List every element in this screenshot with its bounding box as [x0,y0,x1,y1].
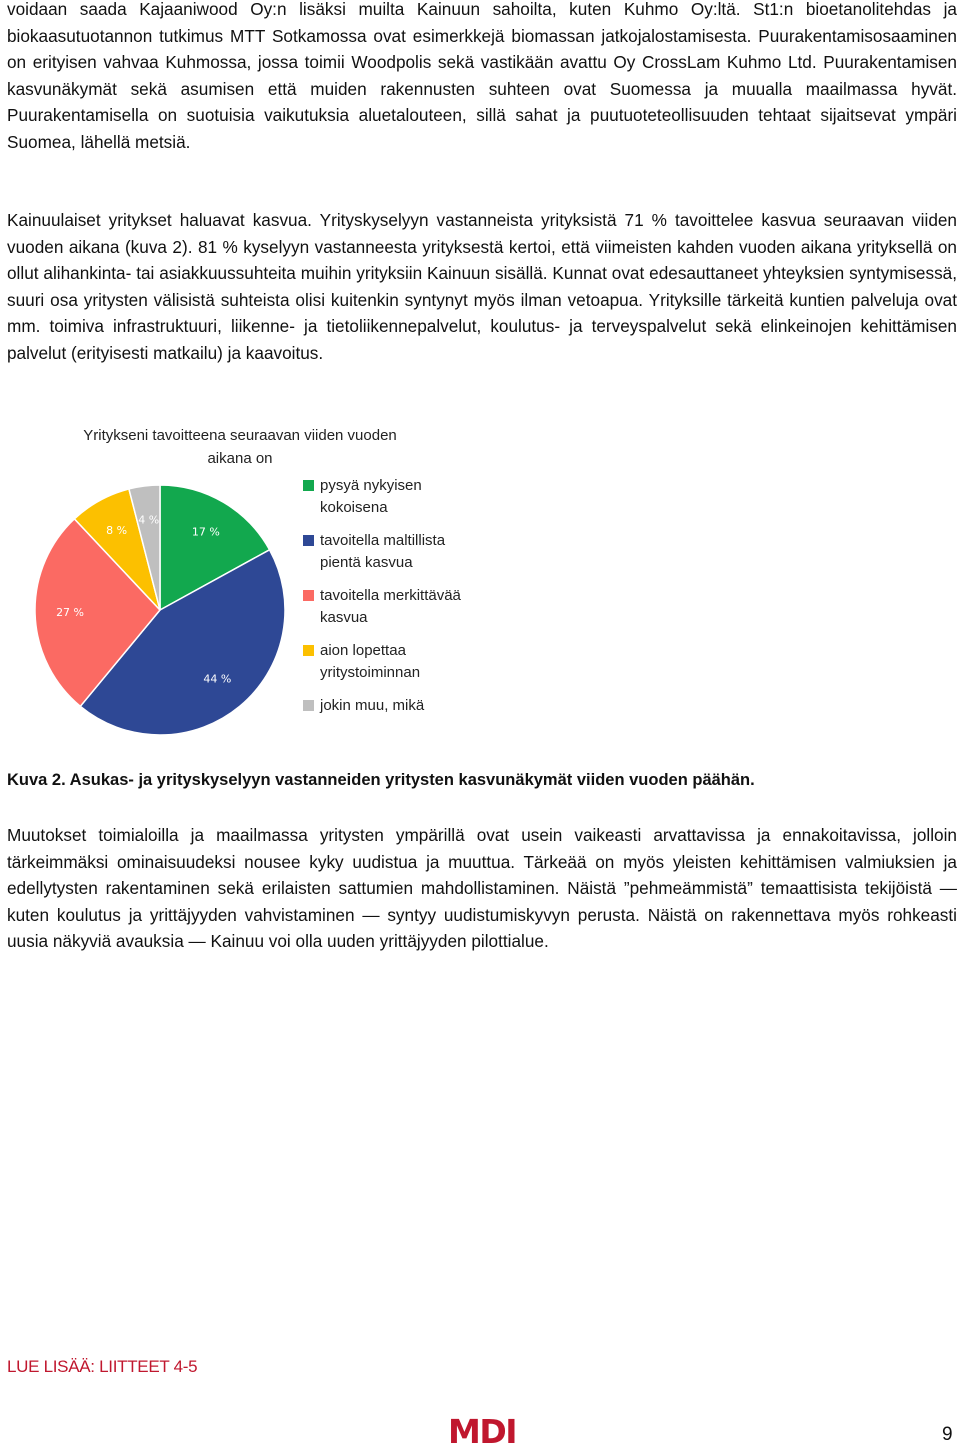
read-more-link[interactable]: LUE LISÄÄ: LIITTEET 4-5 [7,1357,198,1376]
pie-slice-label: 17 % [191,525,220,539]
body-paragraph: voidaan saada Kajaaniwood Oy:n lisäksi muilta Kainuun sahoilta, kuten Kuhmo Oy:ltä. St1:n bioetanolitehdas ja biokaasutuotannon tutkimus MTT Sotkamossa ovat esimerkkejä biomassan jatkojalostamisesta. Puurakentamisosaaminen on erityisen vahvaa Kuhmossa, jossa toimii Woodpolis sekä vastikään avattu Oy CrossLam Kuhmo Ltd. Puurakentamisen kasvunäkymät sekä asumisen että muiden rakennusten suhteen ovat Suomessa ja muualla maailmassa hyvät. Puurakentamisella on suotuisia vaikutuksia aluetalouteen, sillä sahat ja puutuoteteollisuuden tehtaat sijaitsevat ympäri Suomea, lähellä metsiä. [7,0,957,152]
legend-label: tavoitella maltillista pientä kasvua [320,532,446,571]
chart-legend [303,475,503,728]
legend-label: jokin muu, mikä [320,697,425,714]
legend-label: pysyä nykyisen kokoisena [320,477,422,516]
legend-item [303,695,503,717]
figure-caption: Kuva 2. Asukas- ja yrityskyselyyn vastanneiden yritysten kasvunäkymät viiden vuoden päähän. [7,771,755,789]
chart-title [40,424,440,470]
pie-slice-label: 44 % [203,672,232,686]
pie-slice-label: 27 % [56,605,85,619]
legend-swatch [303,535,314,546]
legend-item [303,475,503,519]
mdi-logo: MDI [448,1412,517,1451]
legend-swatch [303,700,314,711]
pie-chart [30,480,290,740]
chart-title-line-1: Yritykseni tavoitteena seuraavan viiden vuoden [83,427,397,444]
legend-swatch [303,480,314,491]
legend-item [303,530,503,574]
page-number: 9 [942,1424,953,1445]
legend-swatch [303,645,314,656]
legend-item [303,585,503,629]
legend-label: aion lopettaa yritystoiminnan [320,642,421,681]
body-paragraph: Kainuulaiset yritykset haluavat kasvua. Yrityskyselyyn vastanneista yrityksistä 71 % tavoittelee kasvua seuraavan viiden vuoden aikana (kuva 2). 81 % kyselyyn vastanneesta yrityksestä kertoi, että viimeisten kahden vuoden aikana yrityksellä on ollut alihankinta- tai asiakkuussuhteita muihin yrityksiin Kainuun sisällä. Kunnat ovat edesauttaneet yhteyksien syntymisessä, suuri osa yritysten välisistä suhteista olisi kuitenkin syntynyt myös ilman vetoapua. Yrityksille tärkeitä kuntien palveluja ovat mm. toimiva infrastruktuuri, liikenne- ja tietoliikennepalvelut, koulutus- ja terveyspalvelut sekä elinkeinojen kehittämisen palvelut (erityisesti matkailu) ja kaavoitus. [7,210,957,363]
legend-swatch [303,590,314,601]
legend-item [303,640,503,684]
legend-label: tavoitella merkittävää kasvua [320,587,461,626]
body-paragraph: Muutokset toimialoilla ja maailmassa yritysten ympärillä ovat usein vaikeasti arvattavissa ja ennakoitavissa, jolloin tärkeimmäksi ominaisuudeksi nousee kyky uudistua ja muuttua. Tärkeää on myös yleisten kehittämisen valmiuksien ja edellytysten rakentaminen sekä erilaisten sattumien mahdollistaminen. Näistä ”pehmeämmistä” temaattisista tekijöistä — kuten koulutus ja yrittäjyyden vahvistaminen — syntyy uudistumiskyvyn perusta. Näistä on rakennettava myös rohkeasti uusia näkyviä avauksia — Kainuu voi olla uuden yrittäjyyden pilottialue. [7,825,957,951]
chart-title-line-2: aikana on [207,450,273,467]
pie-slice-label: 8 % [106,524,128,538]
pie-slice-label: 4 % [138,513,160,527]
